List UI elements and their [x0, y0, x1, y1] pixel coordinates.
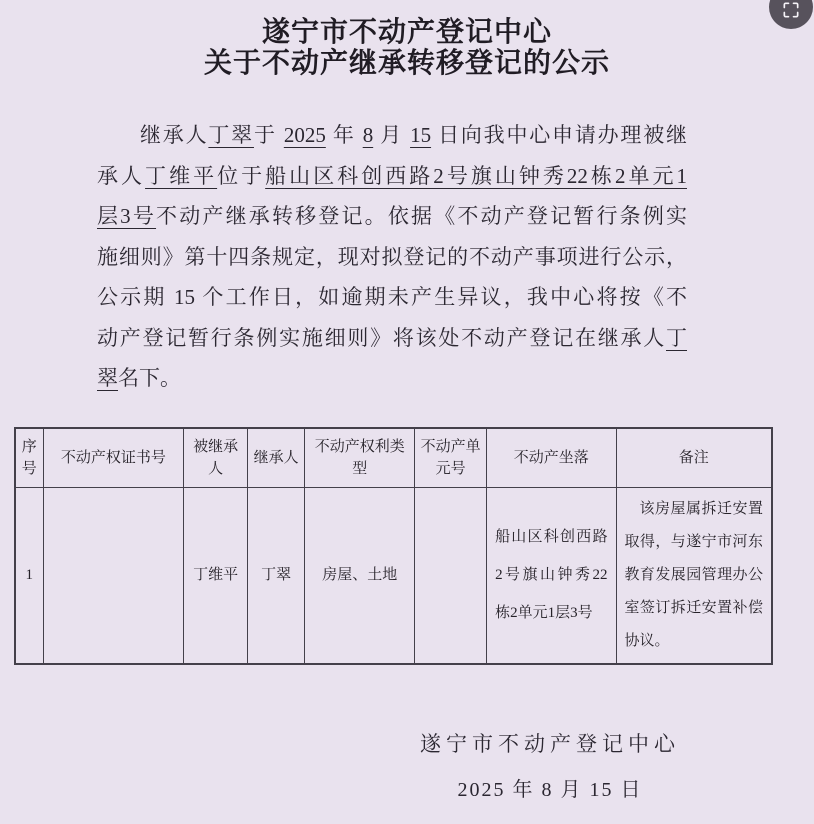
notice-body [97, 115, 687, 399]
property-table [14, 427, 773, 665]
column-header: 继承人 [247, 428, 305, 488]
body-text-segment: 年 [325, 123, 363, 147]
table-cell: 船山区科创西路2号旗山钟秀22栋2单元1层3号 [487, 487, 616, 664]
table-cell: 房屋、土地 [305, 487, 415, 664]
underlined-text: 8 [362, 123, 374, 147]
table-cell [415, 487, 487, 664]
underlined-text: 15 [410, 123, 432, 147]
body-line [97, 115, 687, 156]
body-line [97, 156, 687, 197]
body-text-segment: 公示期 15 个工作日，如逾期未产生异议，我中心将按《不 [97, 285, 687, 309]
underlined-text: 2025 [283, 123, 326, 147]
property-table-wrap [14, 427, 773, 665]
body-text-segment: 月 [373, 123, 411, 147]
body-text-segment: 继承人 [140, 123, 209, 147]
column-header: 序号 [15, 428, 43, 488]
table-cell: 1 [15, 487, 43, 664]
page-title [0, 0, 814, 78]
body-text-segment: 施细则》第十四条规定，现对拟登记的不动产事项进行公示， [97, 244, 687, 269]
title-line-1: 遂宁市不动产登记中心 [261, 16, 552, 47]
body-line [97, 237, 687, 278]
column-header: 被继承人 [184, 428, 248, 488]
underlined-text: 翠 [97, 366, 118, 390]
underlined-text: 丁 [666, 325, 687, 350]
body-text-segment: 于 [253, 123, 284, 147]
table-row [15, 487, 772, 664]
footer [286, 732, 814, 802]
body-line [97, 318, 687, 359]
title-line-2: 关于不动产继承转移登记的公示 [203, 47, 610, 78]
body-text-segment: 承人 [97, 163, 146, 188]
footer-date: 2025 年 8 月 15 日 [457, 779, 643, 801]
column-header: 不动产单元号 [415, 428, 487, 488]
footer-org-name: 遂宁市不动产登记中心 [420, 732, 680, 756]
body-line [97, 196, 687, 237]
underlined-text: 船山区科创西路2号旗山钟秀22栋2单元1 [265, 163, 687, 188]
table-header-row [15, 428, 772, 488]
column-header: 不动产坐落 [487, 428, 616, 488]
body-line [97, 277, 687, 318]
underlined-text: 丁翠 [208, 123, 254, 147]
column-header: 不动产权利类型 [305, 428, 415, 488]
body-text-segment: 位于 [217, 163, 266, 188]
underlined-text: 丁维平 [145, 163, 218, 188]
body-text-segment: 名下。 [118, 366, 181, 390]
column-header: 备注 [616, 428, 772, 488]
table-cell: 该房屋属拆迁安置取得，与遂宁市河东教育发展园管理办公室签订拆迁安置补偿协议。 [616, 487, 772, 664]
body-line [97, 358, 687, 399]
body-text-segment: 不动产继承转移登记。依据《不动产登记暂行条例实 [156, 204, 687, 228]
fullscreen-expand-icon [781, 0, 801, 20]
body-text-segment: 日向我中心申请办理被继 [431, 123, 687, 147]
table-cell [43, 487, 184, 664]
table-cell: 丁维平 [184, 487, 248, 664]
body-text-segment: 动产登记暂行条例实施细则》将该处不动产登记在继承人 [97, 325, 666, 350]
column-header: 不动产权证书号 [43, 428, 184, 488]
underlined-text: 层3号 [97, 204, 157, 228]
table-cell: 丁翠 [247, 487, 305, 664]
